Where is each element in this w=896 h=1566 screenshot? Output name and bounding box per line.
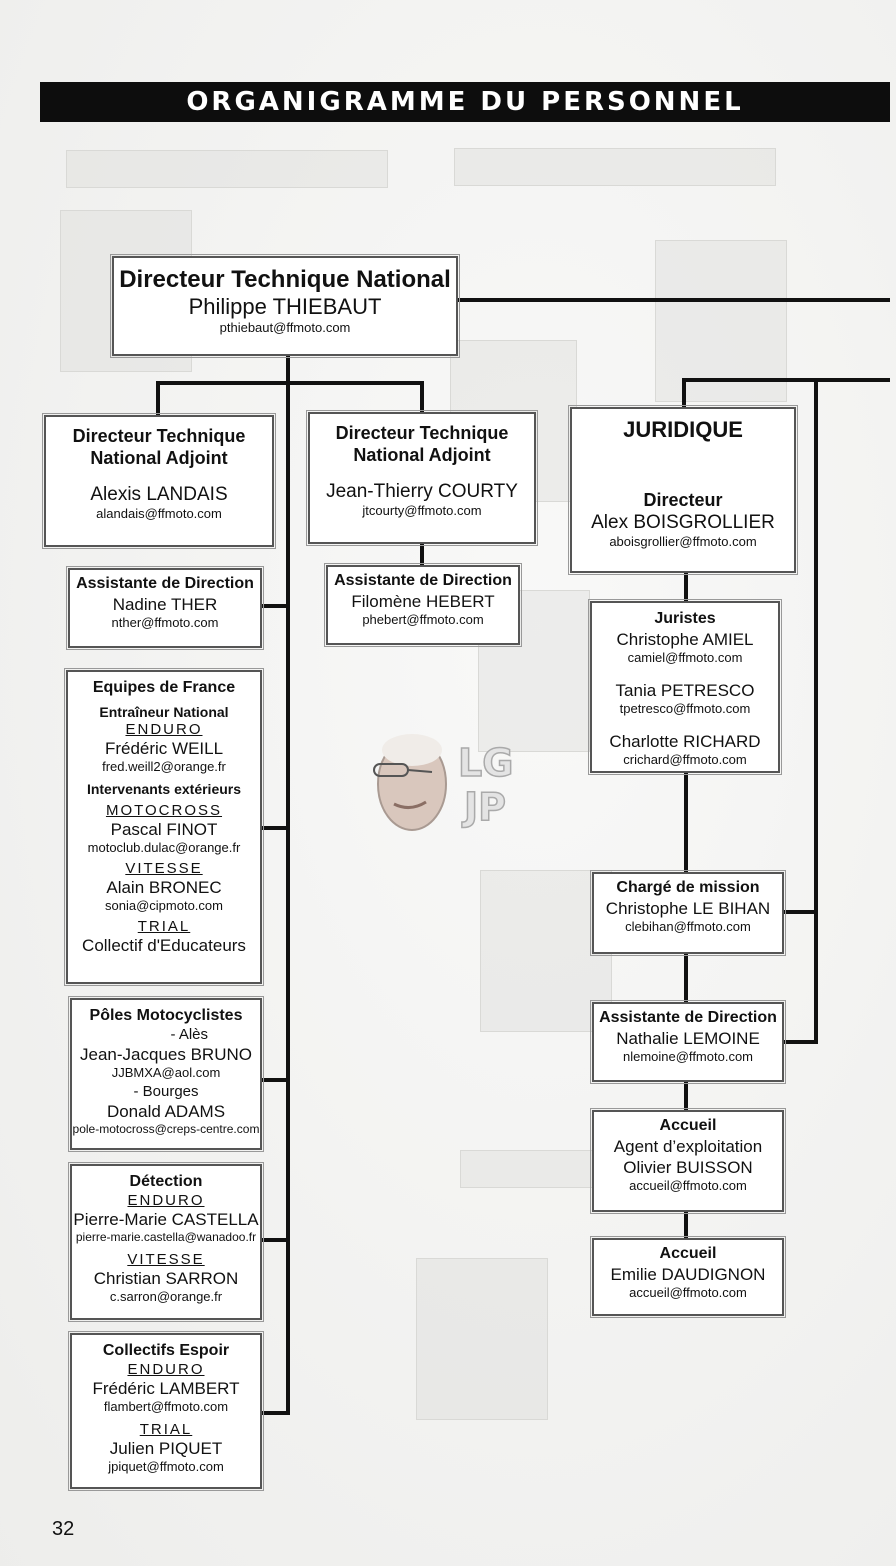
juriste-richard-name: Charlotte RICHARD — [609, 732, 761, 751]
assistante-ther-role: Assistante de Direction — [76, 575, 254, 592]
detection-enduro-name: Pierre-Marie CASTELLA — [73, 1210, 259, 1229]
assistante-lemoine-box — [592, 1002, 784, 1082]
vitesse-name: Alain BRONEC — [106, 878, 222, 897]
equipes-de-france-box — [66, 670, 262, 984]
charge-de-mission-box — [592, 872, 784, 954]
accueil1-name: Olivier BUISSON — [623, 1158, 753, 1177]
dtna-landais-name: Alexis LANDAIS — [90, 484, 228, 505]
juridique-name: Alex BOISGROLLIER — [591, 512, 775, 533]
pole-city-bourges: - Bourges — [133, 1083, 199, 1100]
connector-line — [156, 381, 424, 385]
accueil1-role: Accueil — [659, 1117, 717, 1134]
collectifs-enduro-email: flambert@ffmoto.com — [103, 1399, 229, 1414]
connector-line — [156, 381, 160, 417]
svg-text:LG: LG — [458, 741, 514, 785]
collectifs-trial-name: Julien PIQUET — [109, 1439, 223, 1458]
pole-city-ales: - Alès — [170, 1026, 208, 1043]
detection-box — [70, 1164, 262, 1320]
page-number: 32 — [52, 1518, 75, 1540]
connector-line — [682, 378, 686, 408]
assistante-ther-box — [68, 568, 262, 648]
enduro-name: Frédéric WEILL — [104, 739, 224, 758]
dtn-box — [112, 256, 458, 356]
juridique-role: Directeur — [643, 490, 723, 510]
assistante-ther-email: nther@ffmoto.com — [111, 615, 219, 630]
connector-line — [420, 381, 424, 413]
juriste-amiel-name: Christophe AMIEL — [616, 630, 754, 649]
detection-enduro-email: pierre-marie.castella@wanadoo.fr — [75, 1230, 257, 1244]
svg-text:JP: JP — [464, 785, 506, 829]
collectifs-trial-email: jpiquet@ffmoto.com — [108, 1459, 224, 1474]
dtn-role: Directeur Technique National — [119, 266, 451, 293]
connector-line — [262, 826, 288, 830]
dtna-courty-role-line1: Directeur Technique — [335, 423, 509, 443]
accueil1-email: accueil@ffmoto.com — [629, 1178, 747, 1193]
connector-line — [262, 604, 288, 608]
assistante-lemoine-email: nlemoine@ffmoto.com — [622, 1049, 753, 1064]
motocross-name: Pascal FINOT — [110, 820, 218, 839]
motocross-email: motoclub.dulac@orange.fr — [87, 840, 241, 855]
juristes-title: Juristes — [654, 610, 716, 627]
dtna-landais-role-line1: Directeur Technique — [72, 426, 246, 446]
dtna-landais-box — [44, 415, 274, 547]
accueil2-email: accueil@ffmoto.com — [629, 1285, 747, 1300]
trial-name: Collectif d'Educateurs — [82, 936, 246, 955]
dtna-landais-role-line2: National Adjoint — [90, 448, 228, 468]
connector-line — [286, 355, 290, 1415]
page-title: ORGANIGRAMME DU PERSONNEL — [186, 87, 744, 117]
collectifs-espoir-box — [70, 1333, 262, 1489]
mission-role: Chargé de mission — [616, 879, 760, 896]
connector-line — [420, 544, 424, 566]
equipes-title: Equipes de France — [92, 679, 236, 696]
accueil-daudignon-box — [592, 1238, 784, 1316]
trial-label: TRIAL — [137, 918, 191, 935]
assistante-hebert-box — [326, 565, 520, 645]
juridique-email: aboisgrollier@ffmoto.com — [609, 534, 757, 549]
connector-line — [682, 378, 890, 382]
connector-line — [784, 1040, 818, 1044]
lgjp-mascot-logo — [372, 728, 532, 838]
pole-ales-name: Jean-Jacques BRUNO — [80, 1045, 252, 1064]
collectifs-enduro-label: ENDURO — [127, 1361, 205, 1378]
poles-motocyclistes-box — [70, 998, 262, 1150]
enduro-email: fred.weill2@orange.fr — [102, 759, 226, 774]
mission-name: Christophe LE BIHAN — [605, 899, 771, 918]
pole-bourges-email: pole-motocross@creps-centre.com — [72, 1122, 260, 1136]
accueil2-role: Accueil — [659, 1245, 717, 1262]
juriste-richard-email: crichard@ffmoto.com — [623, 752, 747, 767]
assistante-hebert-role: Assistante de Direction — [334, 572, 512, 589]
collectifs-enduro-name: Frédéric LAMBERT — [92, 1379, 240, 1398]
poles-title: Pôles Motocyclistes — [89, 1007, 243, 1024]
dtn-name: Philippe THIEBAUT — [188, 294, 382, 319]
assistante-lemoine-role: Assistante de Direction — [599, 1009, 777, 1026]
pole-bourges-name: Donald ADAMS — [106, 1102, 226, 1121]
accueil-buisson-box — [592, 1110, 784, 1212]
connector-line — [458, 298, 890, 302]
connector-line — [814, 378, 818, 1044]
bleed-through-box — [66, 150, 388, 188]
title-band — [40, 82, 890, 122]
detection-vitesse-email: c.sarron@orange.fr — [109, 1289, 223, 1304]
motocross-label: MOTOCROSS — [105, 802, 223, 819]
enduro-label: ENDURO — [125, 721, 203, 738]
dtna-courty-role-line2: National Adjoint — [353, 445, 491, 465]
bleed-through-box — [416, 1258, 548, 1420]
collectifs-title: Collectifs Espoir — [102, 1342, 230, 1359]
connector-line — [262, 1411, 290, 1415]
assistante-hebert-name: Filomène HEBERT — [351, 592, 495, 611]
dtn-email: pthiebaut@ffmoto.com — [219, 320, 351, 335]
connector-line — [262, 1238, 288, 1242]
assistante-lemoine-name: Nathalie LEMOINE — [616, 1029, 760, 1048]
accueil2-name: Emilie DAUDIGNON — [610, 1265, 766, 1284]
connector-line — [684, 572, 688, 602]
detection-vitesse-name: Christian SARRON — [93, 1269, 239, 1288]
vitesse-label: VITESSE — [125, 860, 203, 877]
assistante-ther-name: Nadine THER — [112, 595, 218, 614]
detection-title: Détection — [129, 1173, 203, 1190]
pole-ales-email: JJBMXA@aol.com — [111, 1065, 221, 1080]
juristes-box — [590, 601, 780, 773]
mission-email: clebihan@ffmoto.com — [625, 919, 751, 934]
juridique-title: JURIDIQUE — [623, 417, 743, 442]
connector-line — [262, 1078, 288, 1082]
dtna-landais-email: alandais@ffmoto.com — [96, 506, 222, 521]
dtna-courty-email: jtcourty@ffmoto.com — [362, 503, 482, 518]
assistante-hebert-email: phebert@ffmoto.com — [362, 612, 484, 627]
collectifs-trial-label: TRIAL — [139, 1421, 193, 1438]
vitesse-email: sonia@cipmoto.com — [105, 898, 223, 913]
accueil1-sub: Agent d’exploitation — [613, 1137, 763, 1156]
bleed-through-box — [454, 148, 776, 186]
entraineur-title: Entraîneur National — [99, 704, 229, 720]
detection-vitesse-label: VITESSE — [127, 1251, 205, 1268]
juridique-box — [570, 407, 796, 573]
dtna-courty-name: Jean-Thierry COURTY — [326, 481, 518, 502]
juriste-petresco-name: Tania PETRESCO — [615, 681, 755, 700]
detection-enduro-label: ENDURO — [127, 1192, 205, 1209]
intervenants-title: Intervenants extérieurs — [86, 781, 242, 797]
juriste-amiel-email: camiel@ffmoto.com — [627, 650, 743, 665]
juriste-petresco-email: tpetresco@ffmoto.com — [619, 701, 751, 716]
dtna-courty-box — [308, 412, 536, 544]
connector-line — [784, 910, 814, 914]
